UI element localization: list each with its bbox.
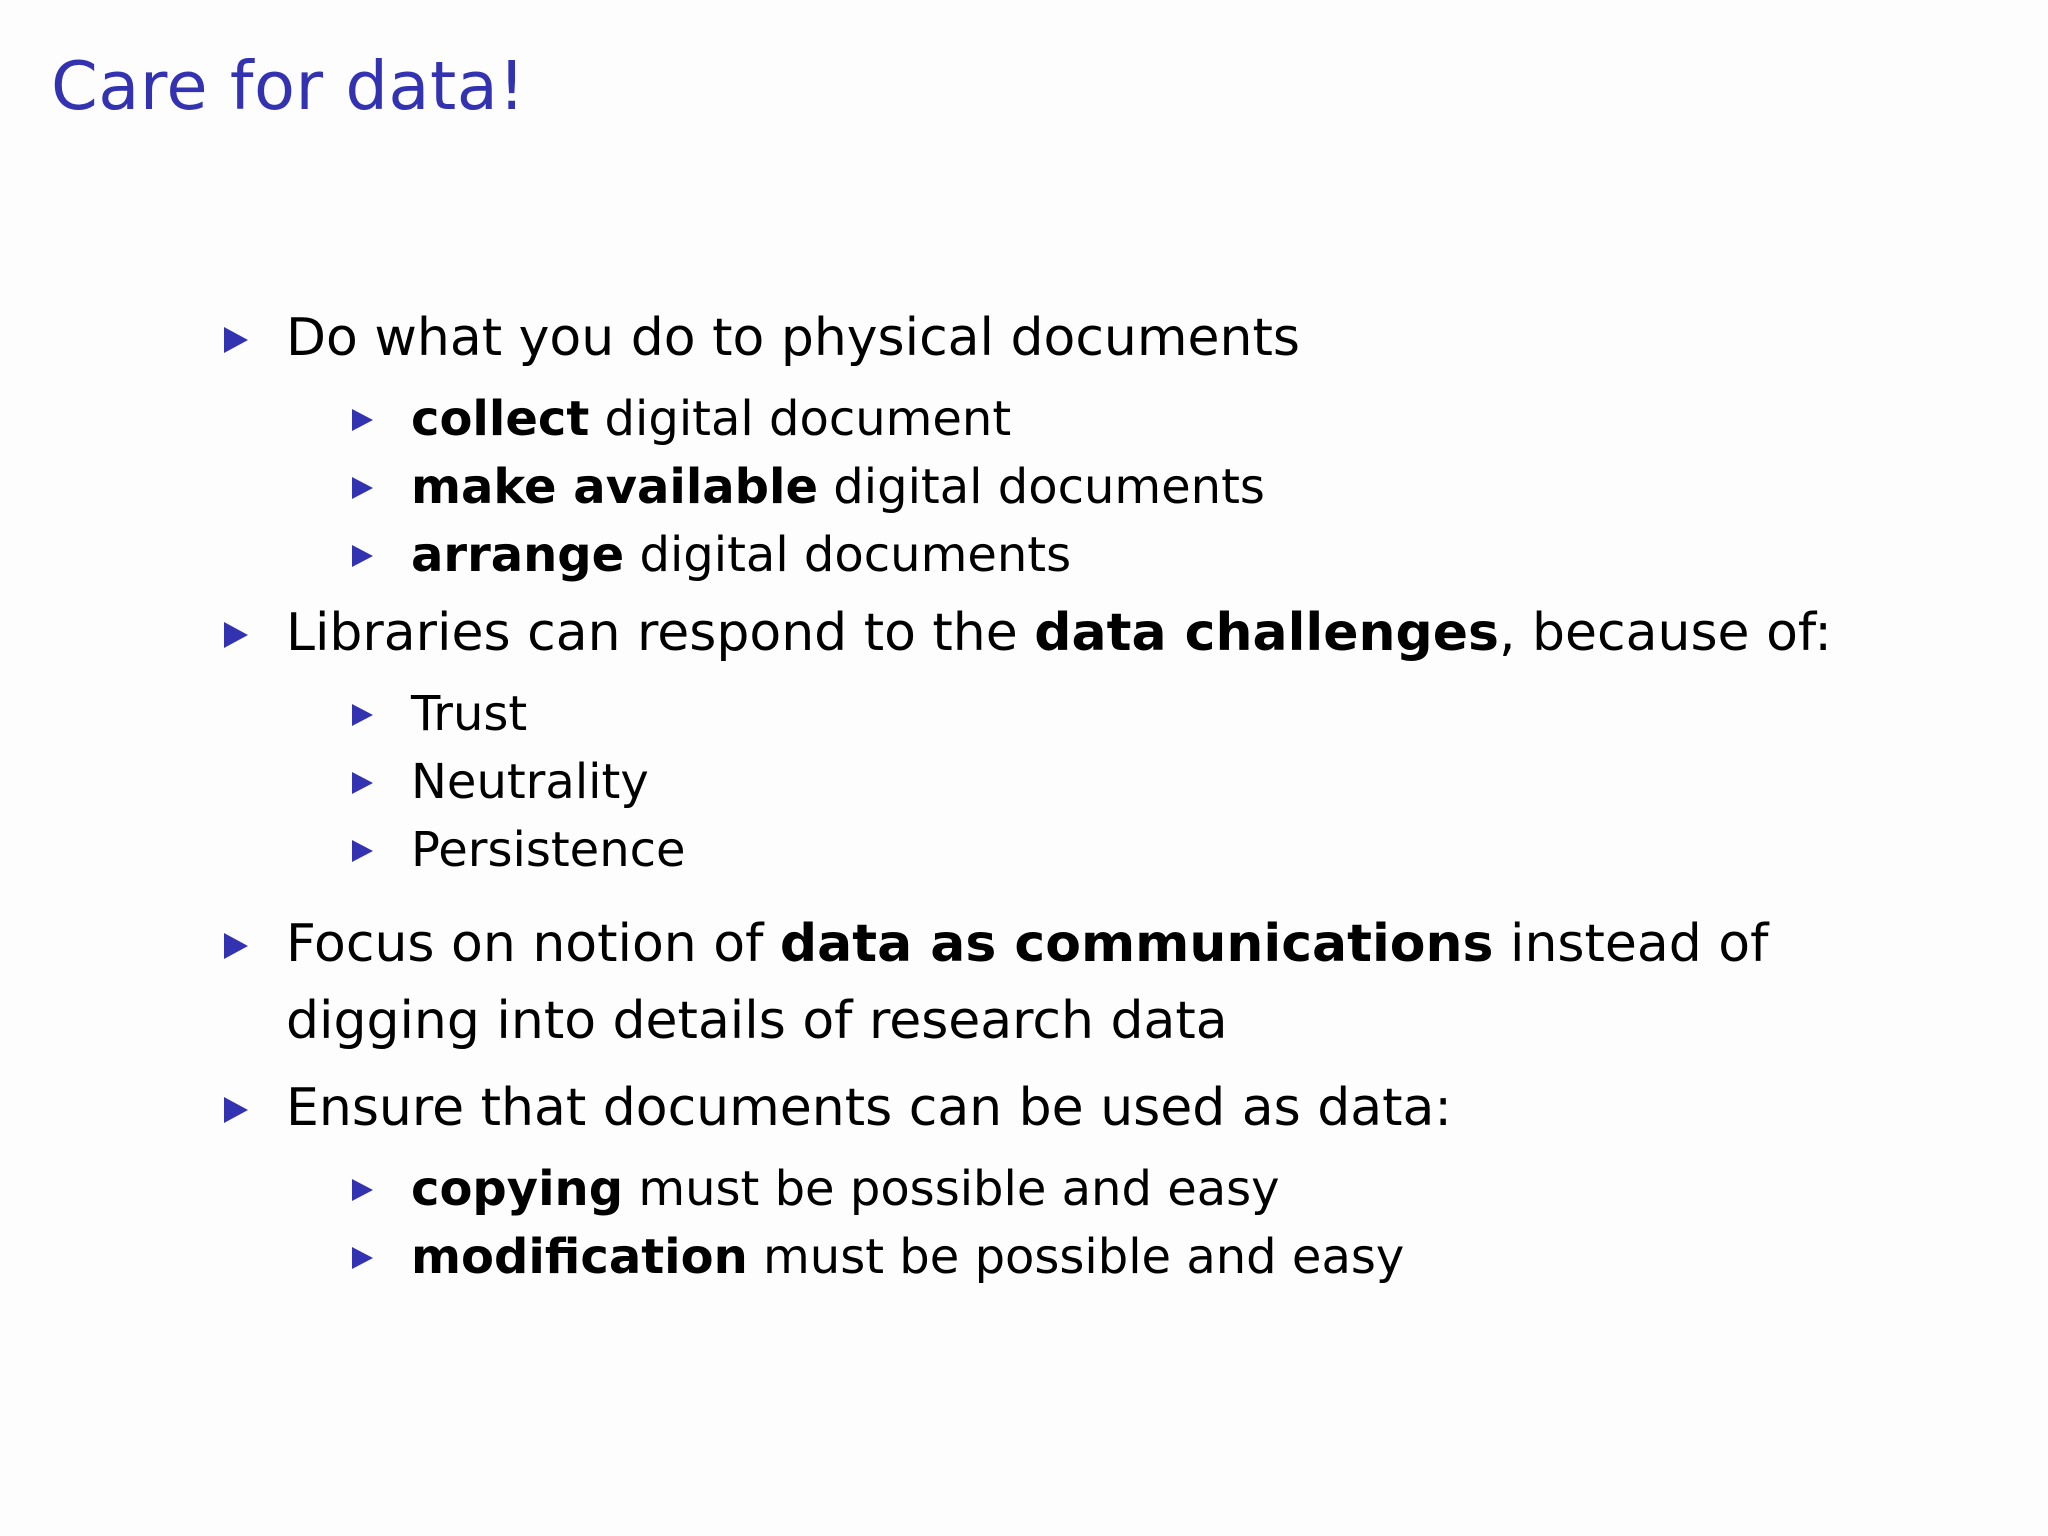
triangle-right-icon [352,545,373,567]
bullet-text: Ensure that documents can be used as data: [286,1078,1452,1138]
sublist-physical-documents [224,385,1944,589]
bullet-text: Focus on notion of [286,914,780,974]
sublist-data-challenges [224,680,1944,884]
subbullet-text: Persistence [411,822,686,878]
subbullet-item-copying [352,1155,1944,1223]
triangle-right-icon [352,477,373,499]
bullet-text: Do what you do to physical documents [286,308,1300,368]
subbullet-item-trust [352,680,1944,748]
bullet-item-data-as-communications [224,906,1846,1060]
subbullet-item-make-available [352,453,1944,521]
subbullet-text: digital documents [818,459,1265,515]
subbullet-bold: arrange [411,527,625,583]
bullet-bold: data challenges [1034,603,1499,663]
bullet-item-data-challenges [224,595,1944,672]
triangle-right-icon [224,622,248,648]
subbullet-text: Neutrality [411,754,649,810]
triangle-right-icon [352,1179,373,1201]
subbullet-text: digital documents [624,527,1072,583]
subbullet-item-arrange [352,521,1944,589]
bullet-text: , because of: [1498,603,1832,663]
triangle-right-icon [352,409,373,431]
subbullet-bold: modification [411,1229,748,1285]
triangle-right-icon [352,1247,373,1269]
subbullet-bold: make available [411,459,819,515]
triangle-right-icon [224,327,248,353]
subbullet-item-persistence [352,816,1944,884]
triangle-right-icon [352,772,373,794]
subbullet-item-modification [352,1223,1944,1291]
triangle-right-icon [224,933,248,959]
subbullet-bold: collect [411,391,590,447]
slide-title: Care for data! [51,47,526,125]
bullet-list [224,300,1944,1297]
subbullet-text: must be possible and easy [747,1229,1405,1285]
triangle-right-icon [224,1097,248,1123]
subbullet-item-collect [352,385,1944,453]
sublist-documents-as-data [224,1155,1944,1291]
bullet-bold: data as communications [779,914,1494,974]
bullet-item-documents-as-data [224,1070,1944,1147]
triangle-right-icon [352,840,373,862]
subbullet-text: Trust [411,686,528,742]
subbullet-text: digital document [589,391,1012,447]
bullet-text: instead of digging into details of research data [286,914,1769,1051]
bullet-item-physical-documents [224,300,1944,377]
triangle-right-icon [352,704,373,726]
subbullet-item-neutrality [352,748,1944,816]
bullet-text: Libraries can respond to the [286,603,1035,663]
subbullet-text: must be possible and easy [623,1161,1280,1217]
subbullet-bold: copying [411,1161,624,1217]
